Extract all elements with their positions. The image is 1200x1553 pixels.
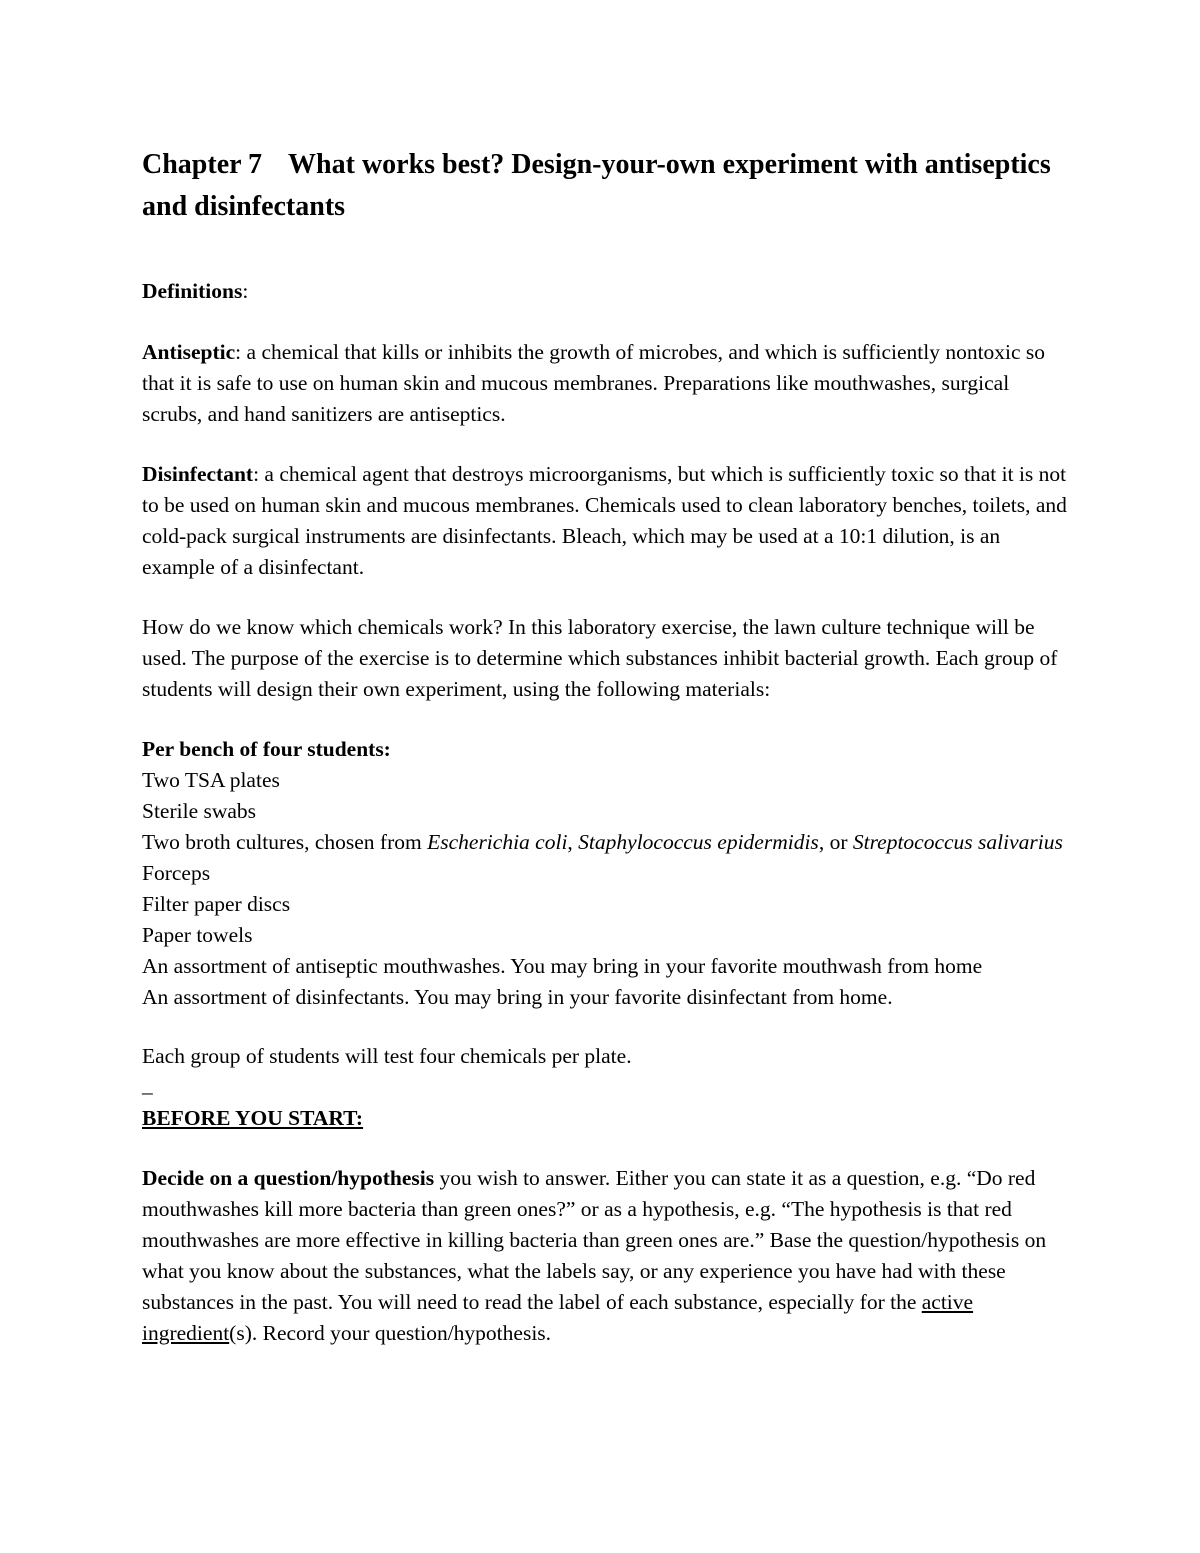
page-title xyxy=(142,144,1072,228)
organism-strep: Streptococcus salivarius xyxy=(852,830,1063,854)
material-item-plates: Two TSA plates xyxy=(142,768,280,792)
test-note: Each group of students will test four chemicals per plate. xyxy=(142,1044,632,1068)
before-start-heading-text: BEFORE YOU START: xyxy=(142,1106,364,1130)
material-item-forceps: Forceps xyxy=(142,861,211,885)
active-ingredient-term: active ingredient xyxy=(142,1290,974,1345)
organism-ecoli: Escherichia coli xyxy=(427,830,568,854)
chapter-label: Chapter 7 xyxy=(142,149,263,180)
organism-staph: Staphylococcus epidermidis xyxy=(578,830,819,854)
intro-paragraph: How do we know which chemicals work? In this laboratory exercise, the lawn culture technique will be used. The purpose of the exercise is to determine which substances inhibit bacterial growth. Each group of students will design their own experiment, using the following materials: xyxy=(142,615,1058,701)
hypothesis-paragraph xyxy=(142,1163,1072,1349)
material-item-swabs: Sterile swabs xyxy=(142,799,257,823)
disinfectant-term: Disinfectant xyxy=(142,462,254,486)
broth-prefix: Two broth cultures, chosen from xyxy=(142,830,428,854)
antiseptic-text: : a chemical that kills or inhibits the growth of microbes, and which is sufficiently nontoxic so that it is safe to use on human skin and mucous membranes. Preparations like mouthwashes, surgical scrubs, and hand sanitizers are antiseptics. xyxy=(142,340,1046,426)
document-page xyxy=(142,128,1072,1349)
broth-sep-2: , or xyxy=(818,830,853,854)
chapter-title: What works best? Design-your-own experiment with antiseptics and disinfectants xyxy=(142,149,1051,222)
material-item-disinfectants: An assortment of disinfectants. You may bring in your favorite disinfectant from home. xyxy=(142,985,893,1009)
material-item-mouthwashes: An assortment of antiseptic mouthwashes. You may bring in your favorite mouthwash from home xyxy=(142,954,983,978)
disinfectant-text: : a chemical agent that destroys microorganisms, but which is sufficiently toxic so that it is not to be used on human skin and mucous membranes. Chemicals used to clean laboratory benches, toilets, and cold-pack surgical instruments are disinfectants. Bleach, which may be used at a 10:1 dilution, is an example of a disinfectant. xyxy=(142,462,1067,579)
definitions-heading-line xyxy=(142,276,1072,307)
hypothesis-text-1: you wish to answer. Either you can state it as a question, e.g. “Do red mouthwashes kill more bacteria than green ones?” or as a hypothesis, e.g. “The hypothesis is that red mouthwashes are more effective in killing bacteria than green ones are.” Base the question/hypothesis on what you know about the substances, what the labels say, or any experience you have had with these substances in the past. You will need to read the label of each substance, especially for the xyxy=(142,1166,1047,1314)
disinfectant-definition xyxy=(142,459,1072,583)
definitions-colon: : xyxy=(242,279,249,303)
hypothesis-text-2: (s). Record your question/hypothesis. xyxy=(229,1321,552,1345)
definitions-heading: Definitions xyxy=(142,279,243,303)
material-item-broth xyxy=(142,827,1072,858)
before-start-heading xyxy=(142,1103,1072,1134)
hypothesis-lead: Decide on a question/hypothesis xyxy=(142,1166,435,1190)
separator-dash: – xyxy=(142,1080,153,1104)
antiseptic-definition xyxy=(142,337,1072,430)
material-item-towels: Paper towels xyxy=(142,923,253,947)
antiseptic-term: Antiseptic xyxy=(142,340,236,364)
broth-sep-1: , xyxy=(567,830,579,854)
materials-heading xyxy=(142,734,1072,765)
material-item-discs: Filter paper discs xyxy=(142,892,291,916)
materials-heading-text: Per bench of four students: xyxy=(142,737,391,761)
